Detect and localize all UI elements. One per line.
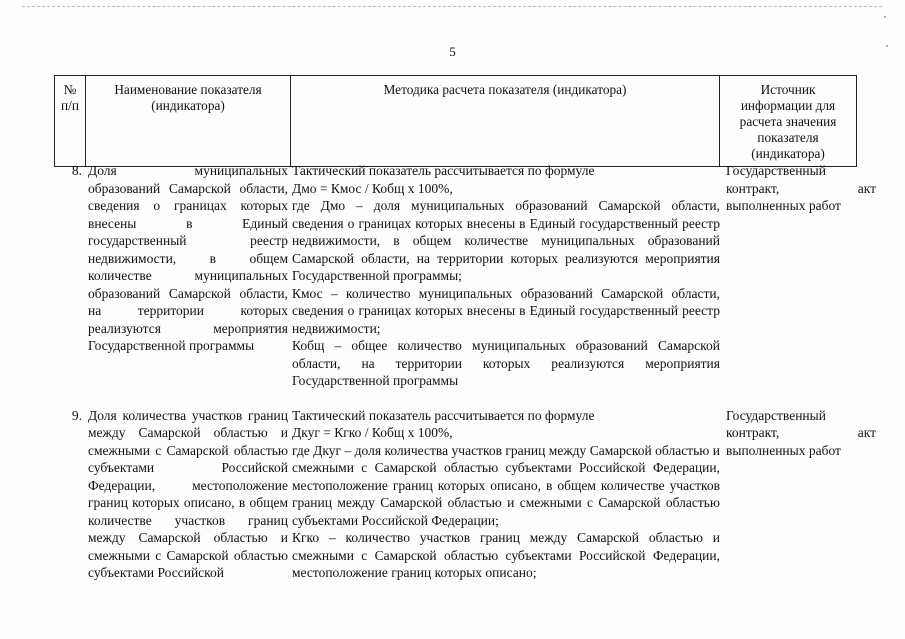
indicator-name: Доля муниципальных образований Самарской области, сведения о границах которых внесены в Единый государственный реестр недвижимости, в общем количестве муниципальных образований Самарской области, на территории которых реализуются мероприятия Государственной программы bbox=[88, 163, 288, 353]
method-line: Тактический показатель рассчитывается по формуле bbox=[292, 407, 595, 423]
calculation-method bbox=[288, 162, 720, 390]
header-source: Источник информации для расчета значения показателя (индикатора) bbox=[720, 76, 857, 167]
page-number: 5 bbox=[449, 44, 456, 59]
data-source: Государственный контракт, акт выполненных работ bbox=[726, 407, 876, 458]
method-line: где Дкуг – доля количества участков границ между Самарской областью и смежными с Самарской областью субъектами Российской Федерации, местоположение границ которых описано, в общем количестве участков границ между Самарской областью и смежными с Самарской областью субъектами Российской Федерации; bbox=[292, 442, 720, 528]
method-line: Кмос – количество муниципальных образований Самарской области, сведения о границах которых внесены в Единый государственный реестр недвижимости; bbox=[292, 285, 720, 336]
indicator-table bbox=[54, 162, 876, 582]
method-line: где Дмо – доля муниципальных образований Самарской области, сведения о границах которых внесены в Единый государственный реестр недвижимости, в общем количестве муниципальных образований Самарской области, на территории которых реализуются мероприятия Государственной программы; bbox=[292, 198, 720, 283]
row-number: 8. bbox=[71, 163, 82, 178]
row-number: 9. bbox=[71, 407, 82, 423]
method-line: Кобщ – общее количество муниципальных образований Самарской области, на территории которых реализуются мероприятия Государственной программы bbox=[292, 338, 720, 388]
table-row bbox=[54, 162, 876, 390]
scan-speck bbox=[884, 16, 886, 18]
header-name: Наименование показателя (индикатора) bbox=[86, 76, 291, 167]
method-line: Кгко – количество участков границ между Самарской областью и смежными с Самарской областью субъектами Российской Федерации, местоположение границ которых описано; bbox=[292, 530, 720, 580]
table-header bbox=[54, 75, 857, 167]
header-num: № п/п bbox=[55, 76, 86, 167]
header-method: Методика расчета показателя (индикатора) bbox=[291, 76, 720, 167]
data-source: Государственный контракт, акт выполненных работ bbox=[726, 163, 876, 213]
scan-artifact-line bbox=[22, 6, 882, 7]
method-formula: Дмо = Кмос / Кобщ x 100%, bbox=[292, 180, 453, 196]
calculation-method bbox=[288, 407, 720, 582]
table-row bbox=[54, 407, 876, 582]
indicator-name: Доля количества участков границ между Самарской областью и смежными с Самарской областью субъектами Российской Федерации, местоположение границ которых описано, в общем количестве участков границ между Самарской областью и смежными с Самарской областью субъектами Российской bbox=[88, 407, 288, 580]
method-line: Тактический показатель рассчитывается по формуле bbox=[292, 163, 595, 178]
method-formula: Дкуг = Кгко / Кобщ x 100%, bbox=[292, 425, 453, 440]
